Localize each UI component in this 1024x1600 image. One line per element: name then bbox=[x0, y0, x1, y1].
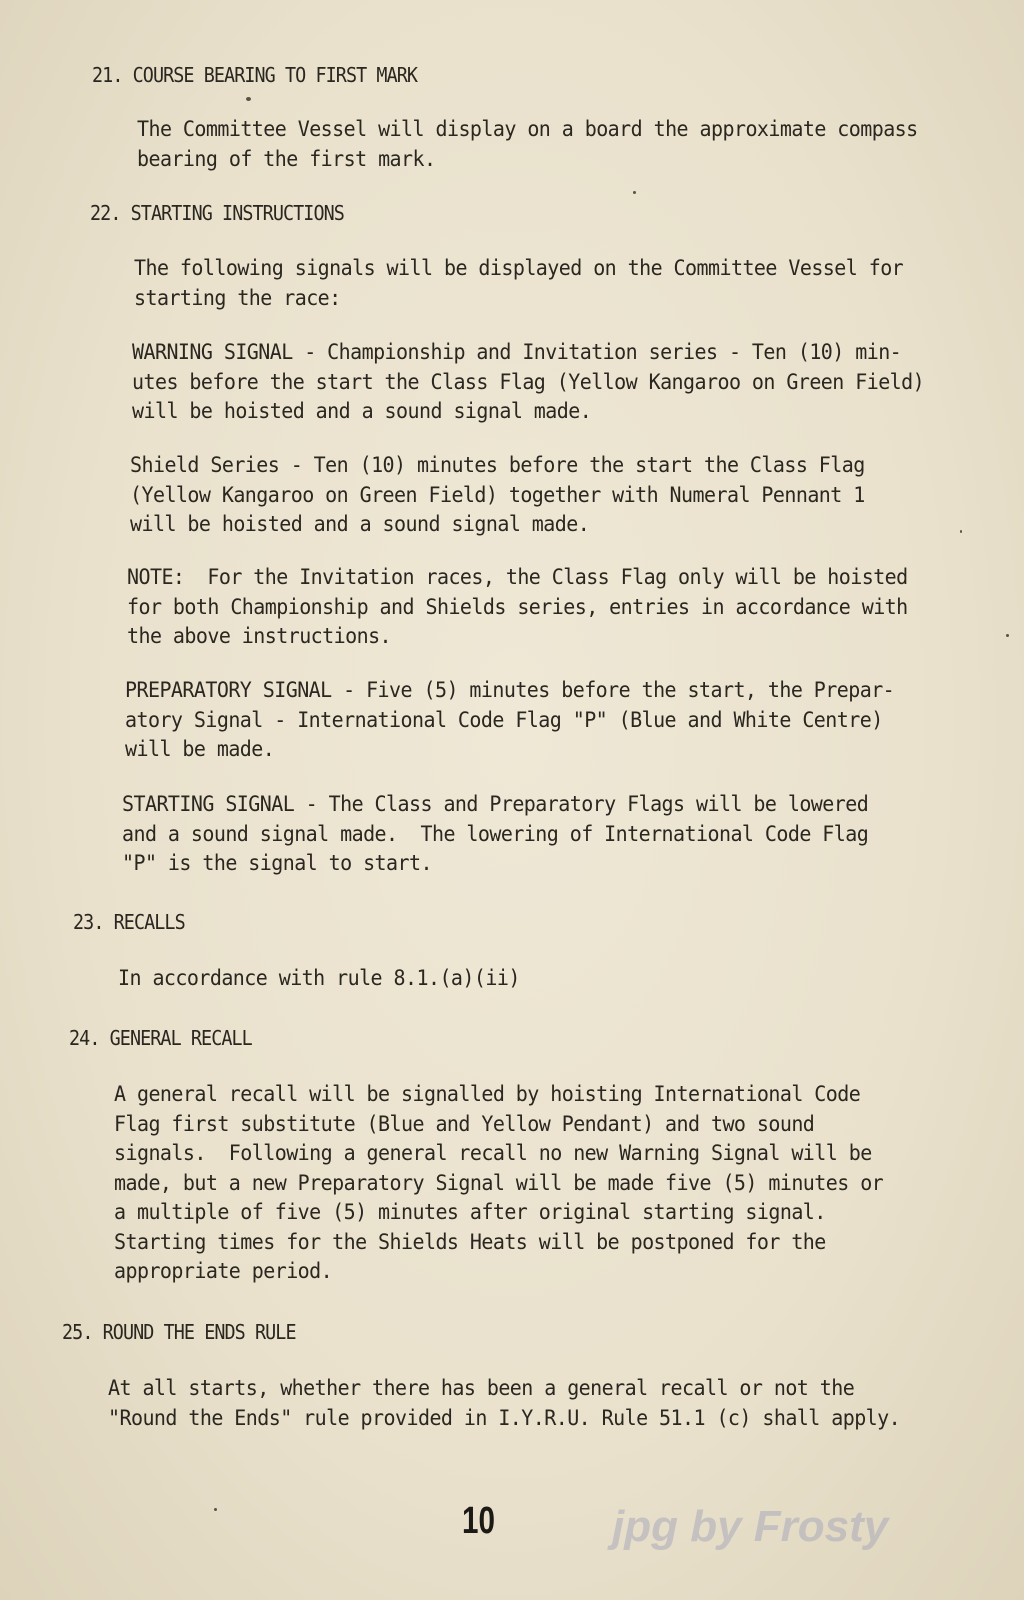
paper-speck bbox=[246, 97, 251, 101]
paper-speck bbox=[214, 1508, 217, 1511]
paper-speck bbox=[633, 191, 636, 194]
paper-speck bbox=[1006, 634, 1009, 637]
page-number: 10 bbox=[462, 1500, 495, 1542]
watermark: jpg by Frosty bbox=[612, 1502, 889, 1551]
section-22-note: NOTE: For the Invitation races, the Class Flag only will be hoisted for both Championship and Shields series, entries in accordance with the above instructions. bbox=[127, 565, 908, 649]
section-heading-23: 23. RECALLS bbox=[73, 910, 185, 934]
section-21-paragraph-1: The Committee Vessel will display on a board the approximate compass bearing of the first mark. bbox=[137, 117, 918, 172]
section-24-paragraph-1: A general recall will be signalled by hoisting International Code Flag first substitute (Blue and Yellow Pendant) and two sound signals. Following a general recall no new Warning Signal will be made, but a new Preparatory Signal will be made five (5) minutes or a multiple of five (5) minutes after original starting signal. Starting times for the Shields Heats will be postponed for the appropriate period. bbox=[114, 1082, 884, 1284]
paper-speck bbox=[960, 530, 962, 533]
section-22-shield-series: Shield Series - Ten (10) minutes before the start the Class Flag (Yellow Kangaroo on Green Field) together with Numeral Pennant 1 will be hoisted and a sound signal made. bbox=[130, 453, 865, 537]
section-23-paragraph-1: In accordance with rule 8.1.(a)(ii) bbox=[118, 966, 520, 991]
section-heading-24: 24. GENERAL RECALL bbox=[69, 1026, 252, 1050]
section-heading-22: 22. STARTING INSTRUCTIONS bbox=[90, 201, 344, 225]
section-heading-21: 21. COURSE BEARING TO FIRST MARK bbox=[92, 63, 418, 87]
section-22-starting-signal: STARTING SIGNAL - The Class and Preparatory Flags will be lowered and a sound signal made. The lowering of International Code Flag "P" is the signal to start. bbox=[122, 792, 869, 876]
section-22-warning-signal: WARNING SIGNAL - Championship and Invitation series - Ten (10) min- utes before the start the Class Flag (Yellow Kangaroo on Green Field) will be hoisted and a sound signal made. bbox=[132, 340, 925, 424]
section-22-preparatory-signal: PREPARATORY SIGNAL - Five (5) minutes before the start, the Prepar- atory Signal - International Code Flag "P" (Blue and White Centre) will be made. bbox=[125, 678, 895, 762]
section-25-paragraph-1: At all starts, whether there has been a general recall or not the "Round the Ends" rule provided in I.Y.R.U. Rule 51.1 (c) shall apply. bbox=[108, 1376, 901, 1431]
section-22-paragraph-1: The following signals will be displayed on the Committee Vessel for starting the race: bbox=[134, 256, 904, 311]
section-heading-25: 25. ROUND THE ENDS RULE bbox=[62, 1320, 296, 1344]
